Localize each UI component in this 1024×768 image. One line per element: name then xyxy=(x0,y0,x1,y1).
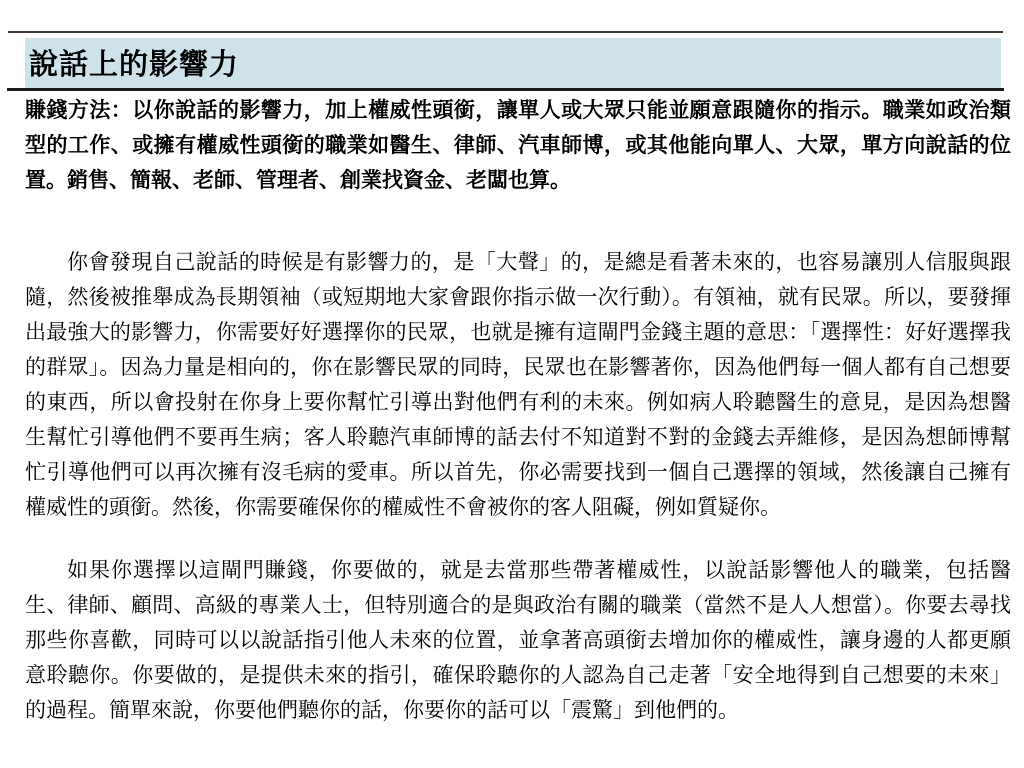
page-title: 說話上的影響力 xyxy=(29,48,240,81)
title-underline-rule xyxy=(7,88,1004,91)
section-title-bar xyxy=(25,38,1001,88)
intro-paragraph: 賺錢方法：以你說話的影響力，加上權威性頭銜，讓單人或大眾只能並願意跟隨你的指示。職業如政治類型的工作、或擁有權威性頭銜的職業如醫生、律師、汽車師博，或其他能向單人、大眾，單方向說話的位置。銷售、簡報、老師、管理者、創業找資金、老闆也算。 xyxy=(25,98,1011,192)
document-body xyxy=(25,93,1011,728)
body-paragraph-2: 如果你選擇以這閘門賺錢，你要做的，就是去當那些帶著權威性，以說話影響他人的職業，包括醫生、律師、顧問、高級的專業人士，但特別適合的是與政治有關的職業（當然不是人人想當）。你要去尋找那些你喜歡，同時可以以說話指引他人未來的位置，並拿著高頭銜去增加你的權威性，讓身邊的人都更願意聆聽你。你要做的，是提供未來的指引，確保聆聽你的人認為自己走著「安全地得到自己想要的未來」的過程。簡單來說，你要他們聽你的話，你要你的話可以「震驚」到他們的。 xyxy=(25,558,1011,722)
body-paragraph-1: 你會發現自己說話的時候是有影響力的，是「大聲」的，是總是看著未來的，也容易讓別人信服與跟隨，然後被推舉成為長期領袖（或短期地大家會跟你指示做一次行動）。有領袖，就有民眾。所以，要發揮出最強大的影響力，你需要好好選擇你的民眾，也就是擁有這閘門金錢主題的意思：「選擇性：好好選擇我的群眾」。因為力量是相向的，你在影響民眾的同時，民眾也在影響著你，因為他們每一個人都有自己想要的東西，所以會投射在你身上要你幫忙引導出對他們有利的未來。例如病人聆聽醫生的意見，是因為想醫生幫忙引導他們不要再生病；客人聆聽汽車師博的話去付不知道對不對的金錢去弄維修，是因為想師博幫忙引導他們可以再次擁有沒毛病的愛車。所以首先，你必需要找到一個自己選擇的領域，然後讓自己擁有權威性的頭銜。然後，你需要確保你的權威性不會被你的客人阻礙，例如質疑你。 xyxy=(25,250,1011,519)
top-horizontal-rule xyxy=(8,31,1003,33)
